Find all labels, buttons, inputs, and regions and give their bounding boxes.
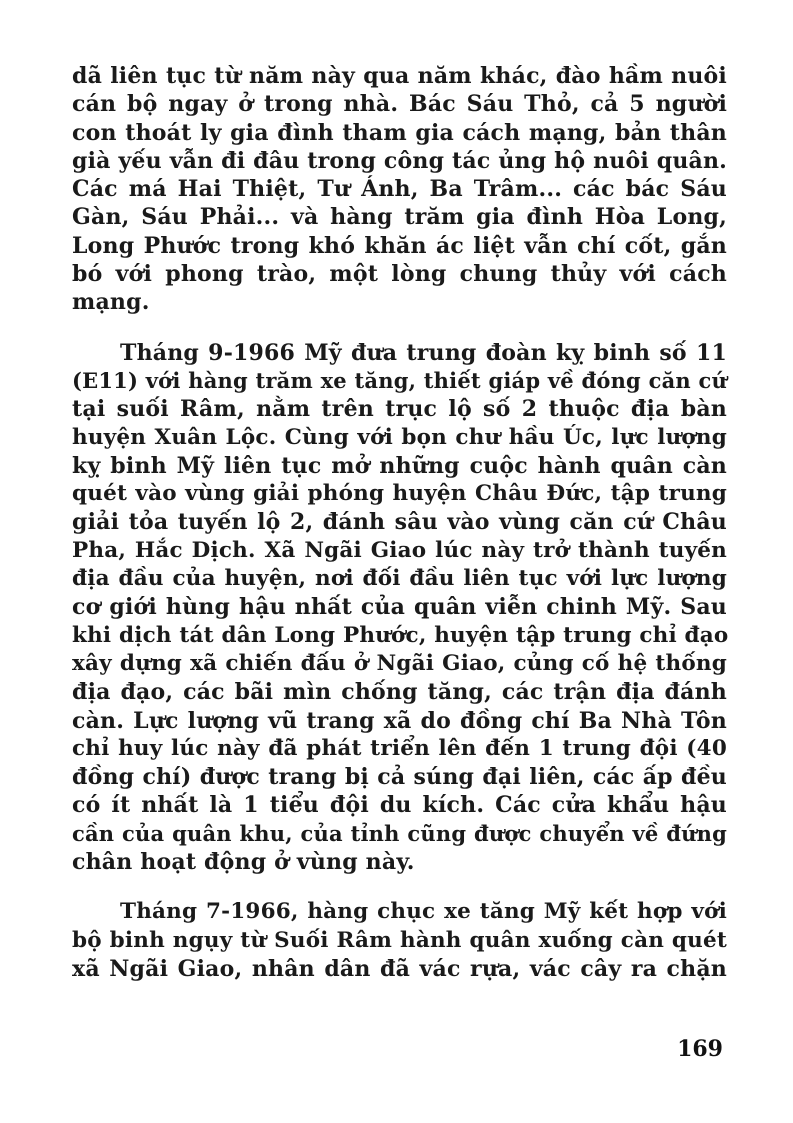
text-line: con thoát ly gia đình tham gia cách mạng, bản thân [72,119,727,146]
text-line: Tháng 9-1966 Mỹ đưa trung đoàn kỵ binh số 11 [120,339,727,366]
text-line: quét vào vùng giải phóng huyện Châu Đức, tập trung [72,481,727,507]
text-line: càn. Lực lượng vũ trang xã do đồng chí Ba Nhà Tôn [72,707,727,734]
paragraph-gap [72,317,727,339]
text-line: tại suối Râm, nằm trên trục lộ số 2 thuộc địa bàn [72,396,727,423]
text-line: địa đầu của huyện, nơi đối đầu liên tục với lực lượng [72,566,727,592]
text-line: già yếu vẫn đi đâu trong công tác ủng hộ nuôi quân. [72,147,728,174]
text-line: Các má Hai Thiệt, Tư Ánh, Ba Trâm... các bác Sáu [72,176,727,203]
page-number: 169 [677,1036,723,1062]
text-line: Pha, Hắc Dịch. Xã Ngãi Giao lúc này trở thành tuyến [72,537,727,563]
text-line: kỵ binh Mỹ liên tục mở những cuộc hành quân càn [72,452,727,479]
text-line: Gàn, Sáu Phải... và hàng trăm gia đình Hòa Long, [72,204,727,231]
text-line: bộ binh ngụy từ Suối Râm hành quân xuống càn quét [72,927,727,953]
paragraph-1 [72,62,727,317]
text-line: có ít nhất là 1 tiểu đội du kích. Các cửa khẩu hậu [72,792,727,819]
text-line: huyện Xuân Lộc. Cùng với bọn chư hầu Úc, lực lượng [72,424,727,450]
text-line: (E11) với hàng trăm xe tăng, thiết giáp về đóng căn cứ [72,367,727,393]
text-line: chân hoạt động ở vùng này. [72,849,415,876]
text-line: dã liên tục từ năm này qua năm khác, đào hầm nuôi [72,63,727,89]
text-line: giải tỏa tuyến lộ 2, đánh sâu vào vùng căn cứ Châu [72,509,727,536]
text-line: khi dịch tát dân Long Phước, huyện tập trung chỉ đạo [72,622,729,648]
text-line: chỉ huy lúc này đã phát triển lên đến 1 trung đội (40 [72,735,727,761]
paragraph-gap [72,876,727,898]
text-line: đồng chí) được trang bị cả súng đại liên, các ấp đều [72,764,727,791]
text-line: bó với phong trào, một lòng chung thủy với cách [72,261,727,288]
book-page [72,62,727,983]
text-line: Tháng 7-1966, hàng chục xe tăng Mỹ kết hợp với [120,899,727,925]
text-line: cán bộ ngay ở trong nhà. Bác Sáu Thỏ, cả 5 người [72,91,727,118]
paragraph-3 [72,898,727,983]
text-line: xã Ngãi Giao, nhân dân đã vác rựa, vác cây ra chặn [72,955,727,982]
text-line: Long Phước trong khó khăn ác liệt vẫn chí cốt, gắn [72,232,727,259]
text-line: cần của quân khu, của tỉnh cũng được chuyển về đứng [72,820,727,846]
paragraph-2 [72,339,727,877]
text-line: cơ giới hùng hậu nhất của quân viễn chinh Mỹ. Sau [72,594,727,621]
text-line: mạng. [72,289,150,316]
text-line: địa đạo, các bãi mìn chống tăng, các trận địa đánh [72,679,727,706]
text-line: xây dựng xã chiến đấu ở Ngãi Giao, củng cố hệ thống [72,650,727,676]
